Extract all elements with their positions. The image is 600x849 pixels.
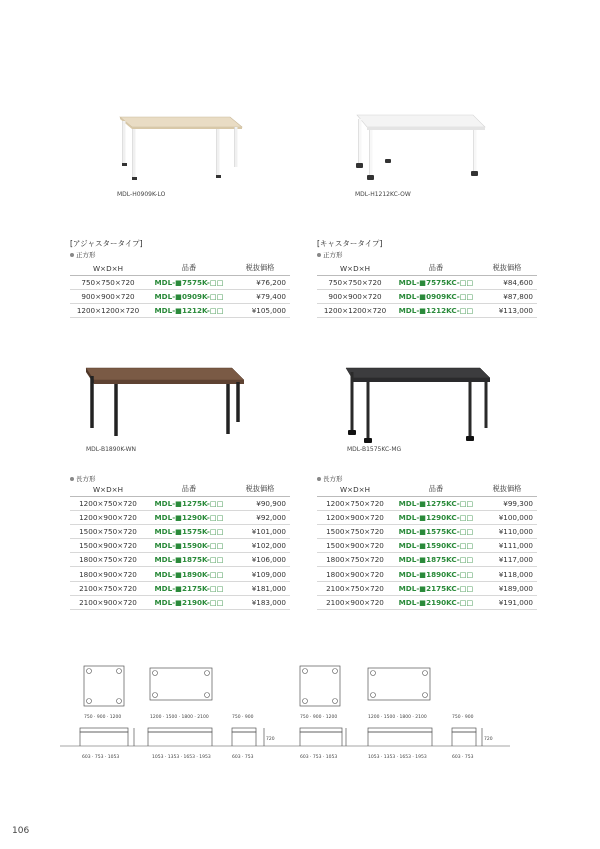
- cell-code: MDL-■1290K-□□: [146, 510, 232, 524]
- cell-price: ¥79,400: [232, 289, 290, 303]
- cell-code: MDL-■1890K-□□: [146, 567, 232, 581]
- product-caption: MDL-H1212KC-OW: [355, 191, 411, 198]
- cell-code: MDL-■1290KC-□□: [393, 510, 479, 524]
- cell-code: MDL-■1590KC-□□: [393, 539, 479, 553]
- cell-price: ¥92,000: [232, 510, 290, 524]
- table-row: [70, 539, 290, 553]
- header-code: 品番: [146, 262, 232, 275]
- subsection-square: 正方形: [317, 250, 343, 259]
- subsection-square: 正方形: [70, 250, 96, 259]
- table-row: [317, 539, 537, 553]
- cell-code: MDL-■0909KC-□□: [393, 289, 479, 303]
- cell-price: ¥110,000: [479, 524, 537, 538]
- table-row: [70, 524, 290, 538]
- cell-price: ¥105,000: [232, 303, 290, 317]
- table-row: [317, 496, 537, 510]
- header-price: 税抜価格: [232, 483, 290, 496]
- spec-table-adjuster-square: [70, 262, 290, 318]
- header-code: 品番: [393, 262, 479, 275]
- cell-size: 1800×750×720: [317, 553, 393, 567]
- table-row: [317, 581, 537, 595]
- table-row: [317, 510, 537, 524]
- table-header-row: [70, 262, 290, 275]
- cell-size: 1200×1200×720: [317, 303, 393, 317]
- table-row: [317, 567, 537, 581]
- dim-text: 750 · 900 · 1200: [84, 715, 122, 720]
- cell-price: ¥76,200: [232, 275, 290, 289]
- cell-price: ¥90,900: [232, 496, 290, 510]
- cell-size: 1500×750×720: [70, 524, 146, 538]
- cell-size: 1200×750×720: [70, 496, 146, 510]
- table-image-rect-caster: [340, 360, 505, 445]
- table-row: [70, 581, 290, 595]
- cell-code: MDL-■1875K-□□: [146, 553, 232, 567]
- dim-text: 603 · 753 · 1053: [82, 755, 120, 760]
- cell-size: 1500×900×720: [70, 539, 146, 553]
- cell-size: 750×750×720: [70, 275, 146, 289]
- cell-price: ¥99,300: [479, 496, 537, 510]
- cell-price: ¥183,000: [232, 595, 290, 609]
- cell-price: ¥181,000: [232, 581, 290, 595]
- header-code: 品番: [146, 483, 232, 496]
- cell-code: MDL-■1575KC-□□: [393, 524, 479, 538]
- table-image-square-caster: [345, 105, 495, 185]
- table-image-rect-adjuster: [72, 360, 252, 440]
- cell-price: ¥111,000: [479, 539, 537, 553]
- cell-price: ¥189,000: [479, 581, 537, 595]
- header-size: W×D×H: [317, 262, 393, 275]
- cell-code: MDL-■2190K-□□: [146, 595, 232, 609]
- cell-code: MDL-■1212KC-□□: [393, 303, 479, 317]
- header-size: W×D×H: [70, 483, 146, 496]
- cell-size: 750×750×720: [317, 275, 393, 289]
- cell-code: MDL-■2190KC-□□: [393, 595, 479, 609]
- dimension-diagram: [60, 660, 510, 770]
- cell-code: MDL-■0909K-□□: [146, 289, 232, 303]
- cell-price: ¥113,000: [479, 303, 537, 317]
- cell-size: 1200×1200×720: [70, 303, 146, 317]
- cell-size: 900×900×720: [317, 289, 393, 303]
- table-row: [70, 510, 290, 524]
- cell-code: MDL-■1275K-□□: [146, 496, 232, 510]
- dim-text: 1200 · 1500 · 1800 · 2100: [150, 715, 209, 720]
- table-row: [70, 289, 290, 303]
- cell-price: ¥101,000: [232, 524, 290, 538]
- cell-size: 2100×750×720: [317, 581, 393, 595]
- header-price: 税抜価格: [479, 262, 537, 275]
- cell-code: MDL-■1212K-□□: [146, 303, 232, 317]
- table-image-square-adjuster: [110, 105, 250, 185]
- cell-size: 1200×900×720: [70, 510, 146, 524]
- cell-size: 2100×900×720: [317, 595, 393, 609]
- dim-text: 1053 · 1353 · 1653 · 1953: [368, 755, 427, 760]
- cell-size: 1800×900×720: [317, 567, 393, 581]
- cell-code: MDL-■1275KC-□□: [393, 496, 479, 510]
- dim-text: 1053 · 1353 · 1653 · 1953: [152, 755, 211, 760]
- cell-code: MDL-■1890KC-□□: [393, 567, 479, 581]
- cell-size: 1500×900×720: [317, 539, 393, 553]
- subsection-rect: 長方形: [317, 474, 343, 483]
- cell-price: ¥106,000: [232, 553, 290, 567]
- product-caption: MDL-B1575KC-MG: [347, 446, 402, 453]
- dim-text: 750 · 900: [452, 715, 474, 720]
- spec-table-caster-rect: [317, 483, 537, 610]
- cell-price: ¥87,800: [479, 289, 537, 303]
- dim-text: 1200 · 1500 · 1800 · 2100: [368, 715, 427, 720]
- cell-code: MDL-■1575K-□□: [146, 524, 232, 538]
- product-caption: MDL-H0909K-LO: [117, 191, 166, 198]
- dim-text: 603 · 753: [452, 755, 474, 760]
- header-price: 税抜価格: [479, 483, 537, 496]
- table-header-row: [317, 483, 537, 496]
- height-text: 720: [266, 737, 275, 742]
- header-price: 税抜価格: [232, 262, 290, 275]
- spec-table-caster-square: [317, 262, 537, 318]
- cell-code: MDL-■1875KC-□□: [393, 553, 479, 567]
- header-size: W×D×H: [70, 262, 146, 275]
- cell-code: MDL-■2175K-□□: [146, 581, 232, 595]
- cell-size: 1200×750×720: [317, 496, 393, 510]
- product-caption: MDL-B1890K-WN: [86, 446, 137, 453]
- cell-price: ¥118,000: [479, 567, 537, 581]
- dim-text: 603 · 753: [232, 755, 254, 760]
- table-header-row: [317, 262, 537, 275]
- dim-text: 750 · 900: [232, 715, 254, 720]
- cell-code: MDL-■7575K-□□: [146, 275, 232, 289]
- table-header-row: [70, 483, 290, 496]
- table-row: [317, 595, 537, 609]
- cell-size: 1800×900×720: [70, 567, 146, 581]
- header-code: 品番: [393, 483, 479, 496]
- table-row: [70, 303, 290, 317]
- cell-price: ¥191,000: [479, 595, 537, 609]
- page-number: 106: [12, 826, 30, 836]
- dim-text: 750 · 900 · 1200: [300, 715, 338, 720]
- cell-size: 900×900×720: [70, 289, 146, 303]
- section-title-caster: [キャスタータイプ]: [317, 239, 383, 248]
- subsection-rect: 長方形: [70, 474, 96, 483]
- cell-size: 2100×750×720: [70, 581, 146, 595]
- table-row: [317, 524, 537, 538]
- table-row: [70, 595, 290, 609]
- cell-code: MDL-■7575KC-□□: [393, 275, 479, 289]
- table-row: [317, 303, 537, 317]
- cell-price: ¥109,000: [232, 567, 290, 581]
- cell-size: 1500×750×720: [317, 524, 393, 538]
- table-row: [70, 275, 290, 289]
- table-row: [70, 567, 290, 581]
- cell-code: MDL-■2175KC-□□: [393, 581, 479, 595]
- cell-price: ¥117,000: [479, 553, 537, 567]
- cell-size: 1200×900×720: [317, 510, 393, 524]
- cell-size: 1800×750×720: [70, 553, 146, 567]
- cell-code: MDL-■1590K-□□: [146, 539, 232, 553]
- table-row: [317, 289, 537, 303]
- height-text: 720: [484, 737, 493, 742]
- table-row: [70, 496, 290, 510]
- table-row: [317, 553, 537, 567]
- cell-price: ¥102,000: [232, 539, 290, 553]
- cell-price: ¥100,000: [479, 510, 537, 524]
- table-row: [317, 275, 537, 289]
- cell-size: 2100×900×720: [70, 595, 146, 609]
- cell-price: ¥84,600: [479, 275, 537, 289]
- header-size: W×D×H: [317, 483, 393, 496]
- spec-table-adjuster-rect: [70, 483, 290, 610]
- section-title-adjuster: [アジャスタータイプ]: [70, 239, 143, 248]
- table-row: [70, 553, 290, 567]
- dim-text: 603 · 753 · 1053: [300, 755, 338, 760]
